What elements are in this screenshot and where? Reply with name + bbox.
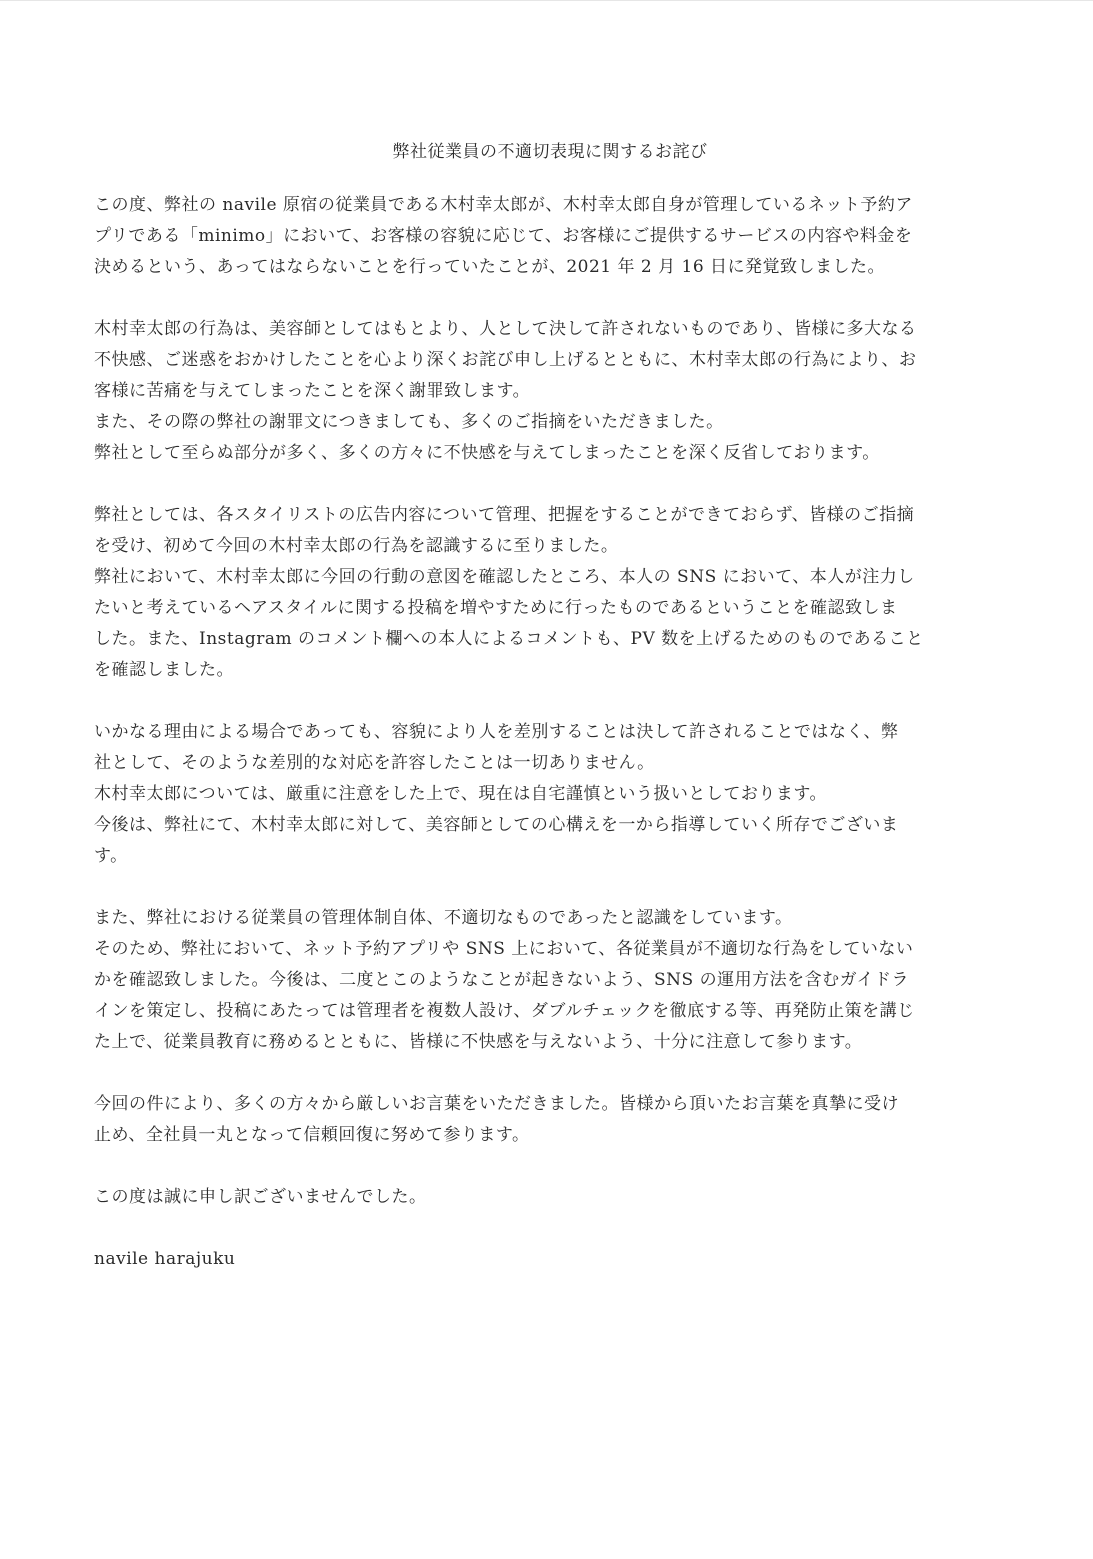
text-line: 木村幸太郎の行為は、美容師としてはもとより、人として決して許されないものであり、皆様に多大なる <box>94 319 917 339</box>
paragraph-discrimination <box>94 717 1006 872</box>
paragraph-prevention <box>94 903 1006 1058</box>
paragraph-closing <box>94 1182 1006 1213</box>
text-line: 弊社として至らぬ部分が多く、多くの方々に不快感を与えてしまったことを深く反省しております。 <box>94 443 880 463</box>
text-line: 弊社において、木村幸太郎に今回の行動の意図を確認したところ、本人の SNS において、本人が注力し <box>94 567 915 587</box>
text-line: そのため、弊社において、ネット予約アプリや SNS 上において、各従業員が不適切な行為をしていない <box>94 939 914 959</box>
text-line: また、その際の弊社の謝罪文につきましても、多くのご指摘をいただきました。 <box>94 412 724 432</box>
text-line: プリである「minimo」において、お客様の容貌に応じて、お客様にご提供するサービスの内容や料金を <box>94 226 913 246</box>
text-line: いかなる理由による場合であっても、容貌により人を差別することは決して許されることではなく、弊 <box>94 722 899 742</box>
text-line: 客様に苦痛を与えてしまったことを深く謝罪致します。 <box>94 381 531 401</box>
paragraph-investigation <box>94 500 1006 686</box>
paragraph-commitment <box>94 1089 1006 1151</box>
text-line: 今後は、弊社にて、木村幸太郎に対して、美容師としての心構えを一から指導していく所存でございま <box>94 815 899 835</box>
document-title: 弊社従業員の不適切表現に関するお詫び <box>392 142 708 162</box>
text-line: を受け、初めて今回の木村幸太郎の行為を認識するに至りました。 <box>94 536 619 556</box>
text-line: 不快感、ご迷惑をおかけしたことを心より深くお詫び申し上げるとともに、木村幸太郎の行為により、お <box>94 350 917 370</box>
text-line: たいと考えているヘアスタイルに関する投稿を増やすために行ったものであるということを確認致しま <box>94 598 898 618</box>
paragraph-apology <box>94 314 1006 469</box>
text-line: 弊社としては、各スタイリストの広告内容について管理、把握をすることができておらず、皆様のご指摘 <box>94 505 915 525</box>
paragraph-incident <box>94 190 1006 283</box>
text-line: 木村幸太郎については、厳重に注意をした上で、現在は自宅謹慎という扱いとしております。 <box>94 784 827 804</box>
text-line: また、弊社における従業員の管理体制自体、不適切なものであったと認識をしています。 <box>94 908 793 928</box>
text-line: インを策定し、投稿にあたっては管理者を複数人設け、ダブルチェックを徹底する等、再発防止策を講じ <box>94 1001 915 1021</box>
text-line: かを確認致しました。今後は、二度とこのようなことが起きないよう、SNS の運用方法を含むガイドラ <box>94 970 910 990</box>
text-line: この度は誠に申し訳ございませんでした。 <box>94 1187 427 1207</box>
text-line: を確認しました。 <box>94 660 234 680</box>
text-line: 止め、全社員一丸となって信頼回復に努めて参ります。 <box>94 1125 530 1145</box>
text-line: この度、弊社の navile 原宿の従業員である木村幸太郎が、木村幸太郎自身が管理しているネット予約ア <box>94 195 913 215</box>
signature: navile harajuku <box>94 1249 236 1269</box>
text-line: した。また、Instagram のコメント欄への本人によるコメントも、PV 数を上げるためのものであること <box>94 629 924 649</box>
document-body <box>94 137 1006 1275</box>
text-line: 今回の件により、多くの方々から厳しいお言葉をいただきました。皆様から頂いたお言葉を真摯に受け <box>94 1094 899 1114</box>
text-line: 社として、そのような差別的な対応を許容したことは一切ありません。 <box>94 753 655 773</box>
text-line: 決めるという、あってはならないことを行っていたことが、2021 年 2 月 16 日に発覚致しました。 <box>94 257 886 277</box>
text-line: す。 <box>94 846 128 866</box>
text-line: た上で、従業員教育に務めるとともに、皆様に不快感を与えないよう、十分に注意して参ります。 <box>94 1032 863 1052</box>
